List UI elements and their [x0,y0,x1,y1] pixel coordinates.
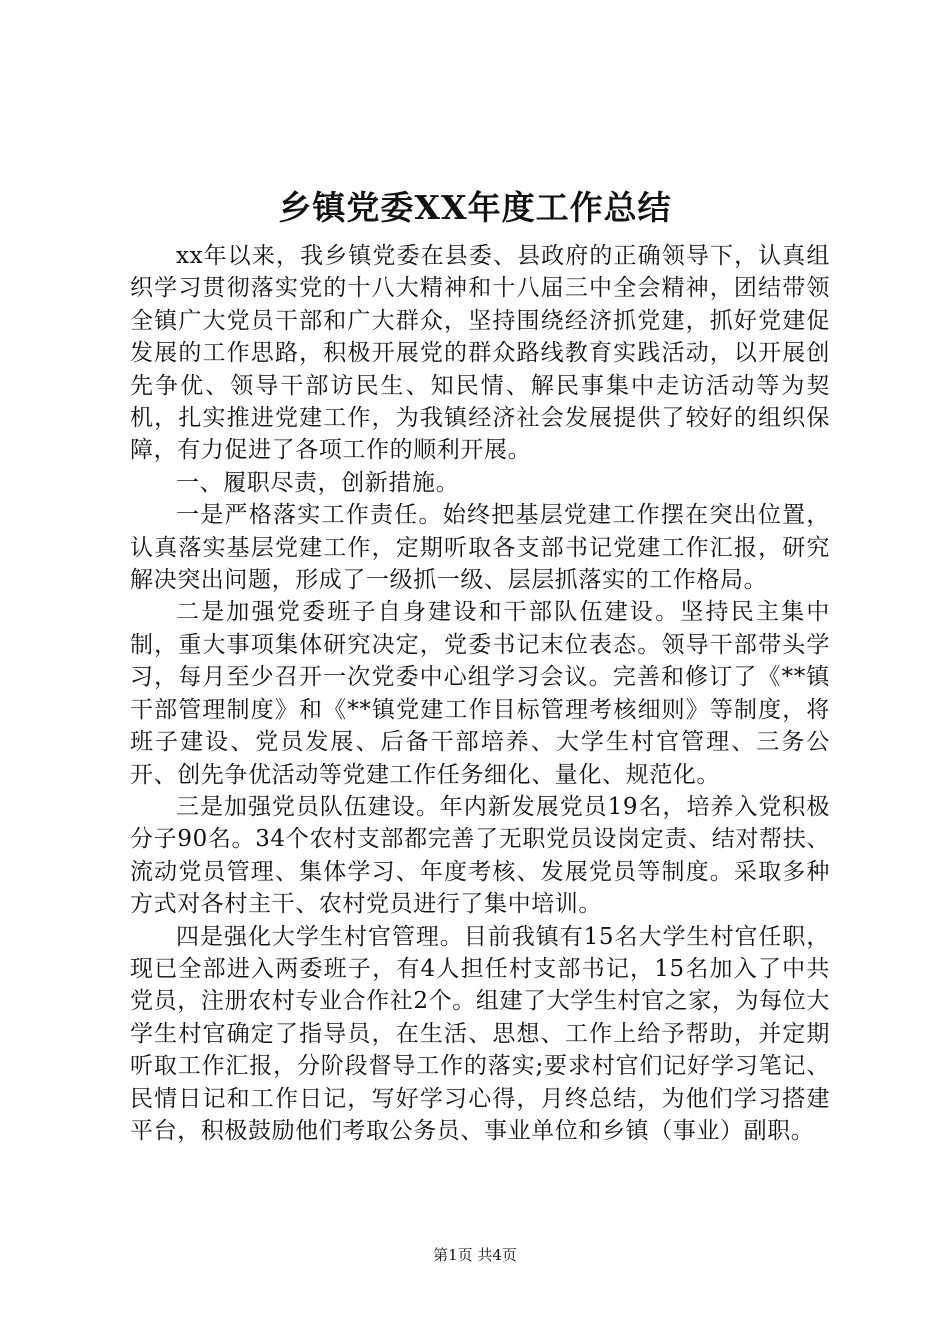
paragraph-item-2: 二是加强党委班子自身建设和干部队伍建设。坚持民主集中制，重大事项集体研究决定，党委书记末位表态。领导干部带头学习，每月至少召开一次党委中心组学习会议。完善和修订了《**镇干部管理制度》和《**镇党建工作目标管理考核细则》等制度，将班子建设、党员发展、后备干部培养、大学生村官管理、三务公开、创先争优活动等党建工作任务细化、量化、规范化。 [130,599,830,788]
paragraph-item-4: 四是强化大学生村官管理。目前我镇有15名大学生村官任职，现已全部进入两委班子，有4人担任村支部书记，15名加入了中共党员，注册农村专业合作社2个。组建了大学生村官之家，为每位大学生村官确定了指导员，在生活、思想、工作上给予帮助，并定期听取工作汇报，分阶段督导工作的落实;要求村官们记好学习笔记、民情日记和工作日记，写好学习心得，月终总结，为他们学习搭建平台，积极鼓励他们考取公务员、事业单位和乡镇（事业）副职。 [130,923,830,1144]
paragraph-item-1: 一是严格落实工作责任。始终把基层党建工作摆在突出位置，认真落实基层党建工作，定期听取各支部书记党建工作汇报，研究解决突出问题，形成了一级抓一级、层层抓落实的工作格局。 [130,502,830,594]
paragraph-item-3: 三是加强党员队伍建设。年内新发展党员19名，培养入党积极分子90名。34个农村支部都完善了无职党员设岗定责、结对帮扶、流动党员管理、集体学习、年度考核、发展党员等制度。采取多种方式对各村主干、农村党员进行了集中培训。 [130,793,830,918]
page-footer: 第1页 共4页 [433,1246,517,1264]
document-body [130,240,830,1147]
section-heading-1: 一、履职尽责，创新措施。 [176,469,460,496]
document-title: 乡镇党委XX年度工作总结 [278,188,672,227]
paragraph-intro: xx年以来，我乡镇党委在县委、县政府的正确领导下，认真组织学习贯彻落实党的十八大精神和十八届三中全会精神，团结带领全镇广大党员干部和广大群众，坚持围绕经济抓党建，抓好党建促发展的工作思路，积极开展党的群众路线教育实践活动，以开展创先争优、领导干部访民生、知民情、解民事集中走访活动等为契机，扎实推进党建工作，为我镇经济社会发展提供了较好的组织保障，有力促进了各项工作的顺利开展。 [130,243,830,464]
